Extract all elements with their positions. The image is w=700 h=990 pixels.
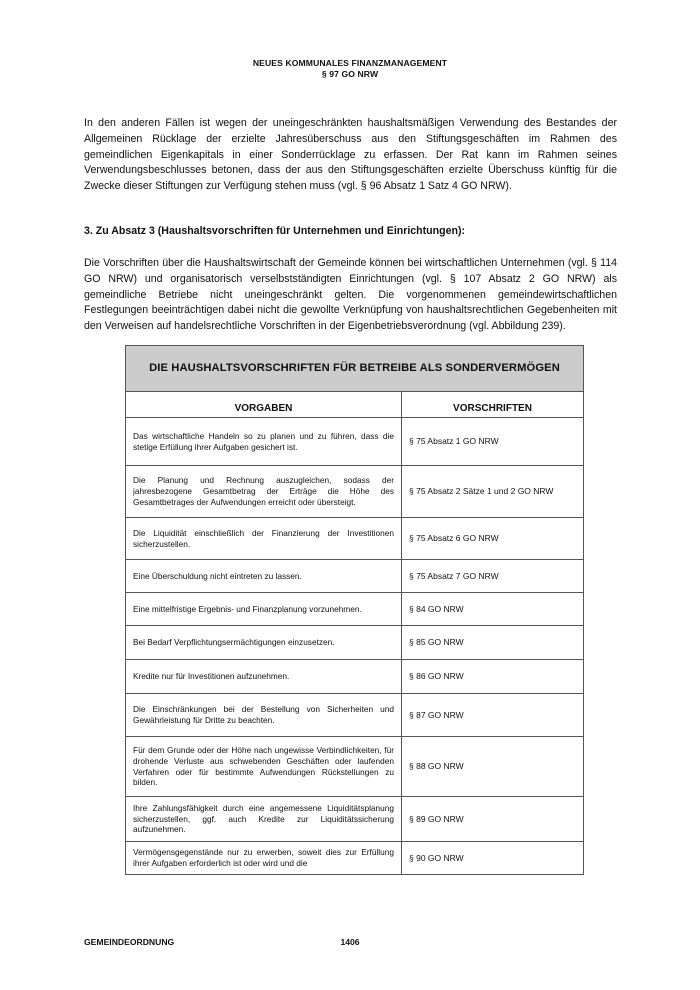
vorschrift-cell: § 86 GO NRW: [402, 660, 584, 694]
table-title: DIE HAUSHALTSVORSCHRIFTEN FÜR BETREIBE ALS SONDERVERMÖGEN: [126, 346, 584, 392]
vorschrift-cell: § 75 Absatz 7 GO NRW: [402, 560, 584, 593]
column-header-vorschriften: VORSCHRIFTEN: [402, 392, 584, 418]
vorgabe-cell: Die Liquidität einschließlich der Finanzierung der Investitionen sicherzustellen.: [126, 518, 402, 560]
vorgabe-cell: Das wirtschaftliche Handeln so zu planen und zu führen, dass die stetige Erfüllung ihrer Aufgaben gesichert ist.: [126, 418, 402, 466]
table-row: [126, 593, 584, 626]
table-row: [126, 660, 584, 694]
regulations-table: [125, 345, 584, 875]
table-row: [126, 626, 584, 660]
column-header-vorgaben: VORGABEN: [126, 392, 402, 418]
vorgabe-cell: Die Einschränkungen bei der Bestellung von Sicherheiten und Gewährleistung für Dritte zu beachten.: [126, 694, 402, 737]
table-row: [126, 797, 584, 842]
section-heading: 3. Zu Absatz 3 (Haushaltsvorschriften für Unternehmen und Einrichtungen):: [84, 225, 466, 237]
table-row: [126, 694, 584, 737]
table-title-row: [126, 346, 584, 392]
paragraph-regulations: Die Vorschriften über die Haushaltswirtschaft der Gemeinde können bei wirtschaftlichen Unternehmen (vgl. § 114 GO NRW) und organisatorisch verselbstständigten Einrichtungen (vgl. § 107 Absatz 2 GO NRW) als gemeindliche Betriebe nicht uneingeschränkt gelten. Die vorgenommenen gemeindewirtschaftlichen Festlegungen beeinträchtigen dabei nicht die gewollte Verknüpfung von haushaltsrechtlichen Gegebenheiten mit den Verweisen auf handelsrechtliche Vorschriften in der Eigenbetriebsverordnung (vgl. Abbildung 239).: [84, 257, 617, 333]
table-row: [126, 842, 584, 875]
vorschrift-cell: § 90 GO NRW: [402, 842, 584, 875]
table-row: [126, 466, 584, 518]
vorgabe-cell: Ihre Zahlungsfähigkeit durch eine angemessene Liquiditätsplanung sicherzustellen, ggf. auch Kredite zur Liquiditätssicherung aufzunehmen.: [126, 797, 402, 842]
running-header: [0, 58, 700, 79]
vorschrift-cell: § 75 Absatz 2 Sätze 1 und 2 GO NRW: [402, 466, 584, 518]
table-header-row: [126, 392, 584, 418]
vorgabe-cell: Bei Bedarf Verpflichtungsermächtigungen einzusetzen.: [126, 626, 402, 660]
vorgabe-cell: Die Planung und Rechnung auszugleichen, sodass der jahresbezogene Gesamtbetrag der Erträge die Höhe des Gesamtbetrages der Aufwendungen erreicht oder übersteigt.: [126, 466, 402, 518]
vorschrift-cell: § 75 Absatz 6 GO NRW: [402, 518, 584, 560]
vorschrift-cell: § 85 GO NRW: [402, 626, 584, 660]
table-row: [126, 560, 584, 593]
paragraph-reserve: In den anderen Fällen ist wegen der uneingeschränkten haushaltsmäßigen Verwendung des Bestandes der Allgemeinen Rücklage der erzielte Jahresüberschuss aus den Stiftungsgeschäften im Rahmen des gemeindlichen Eigenkapitals in einer Sonderrücklage zu erfassen. Der Rat kann im Rahmen seines Verwendungsbeschlusses betonen, dass der aus den Stiftungsgeschäften erzielte Überschuss künftig für die Zwecke dieser Stiftungen zur Verfügung stehen muss (vgl. § 96 Absatz 1 Satz 4 GO NRW).: [84, 117, 617, 193]
vorgabe-cell: Kredite nur für Investitionen aufzunehmen.: [126, 660, 402, 694]
vorschrift-cell: § 88 GO NRW: [402, 737, 584, 797]
table-row: [126, 518, 584, 560]
header-title: NEUES KOMMUNALES FINANZMANAGEMENT: [252, 58, 448, 68]
vorgabe-cell: Vermögensgegenstände nur zu erwerben, soweit dies zur Erfüllung ihrer Aufgaben erforderlich ist oder wird und die: [126, 842, 402, 875]
vorgabe-cell: Eine mittelfristige Ergebnis- und Finanzplanung vorzunehmen.: [126, 593, 402, 626]
vorgabe-cell: Für dem Grunde oder der Höhe nach ungewisse Verbindlichkeiten, für drohende Verluste aus schwebenden Geschäften oder laufenden Verfahren oder für bestimmte Aufwendungen Rückstellungen zu bilden.: [126, 737, 402, 797]
header-section: § 97 GO NRW: [321, 68, 379, 79]
footer-title: GEMEINDEORDNUNG: [84, 937, 175, 947]
table-row: [126, 737, 584, 797]
vorschrift-cell: § 84 GO NRW: [402, 593, 584, 626]
vorschrift-cell: § 89 GO NRW: [402, 797, 584, 842]
vorschrift-cell: § 87 GO NRW: [402, 694, 584, 737]
table-row: [126, 418, 584, 466]
vorgabe-cell: Eine Überschuldung nicht eintreten zu lassen.: [126, 560, 402, 593]
page-number: 1406: [340, 937, 360, 947]
vorschrift-cell: § 75 Absatz 1 GO NRW: [402, 418, 584, 466]
